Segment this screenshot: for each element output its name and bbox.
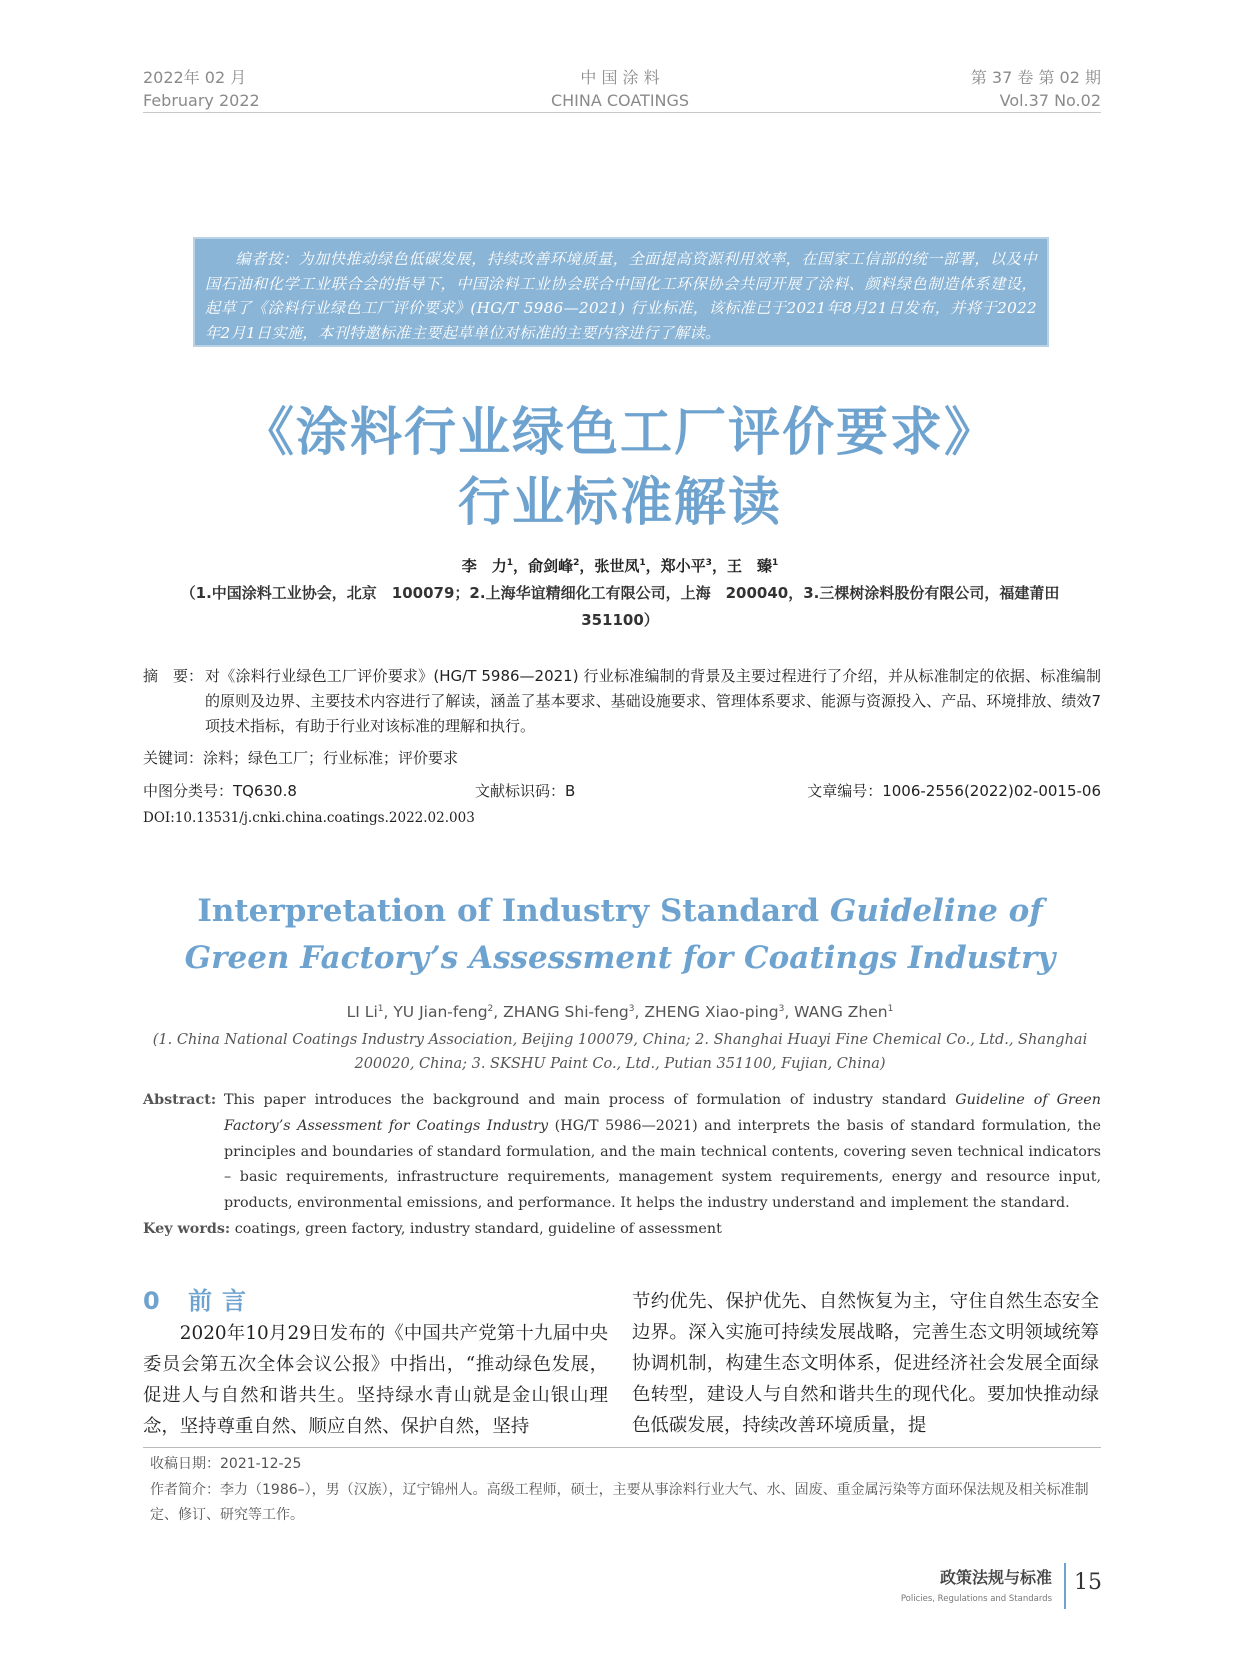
- body-column-left: 2020年10月29日发布的《中国共产党第十九届中央委员会第五次全体会议公报》中指出，“推动绿色发展，促进人与自然和谐共生。坚持绿水青山就是金山银山理念，坚持尊重自然、顺应自然、保护自然，坚持: [143, 1323, 608, 1437]
- author-cn: 张世凤: [594, 557, 640, 575]
- author-en: YU Jian-feng: [393, 1003, 488, 1021]
- article-title-cn: [160, 398, 1080, 538]
- author-cn: 李 力: [461, 557, 507, 575]
- title-en-line2: [120, 935, 1120, 982]
- author-en-sup: 3: [628, 1003, 635, 1014]
- affiliation-cn-line2: 351100）: [581, 611, 659, 629]
- abstract-en-standard-title: Guideline of Green Factory’s Assessment for Coatings Industry: [224, 1092, 1101, 1134]
- header-issue-cn: 第 37 卷 第 02 期: [970, 68, 1101, 87]
- keywords-en-label: Key words:: [143, 1221, 231, 1237]
- authors-en: LI Li$^1$, YU Jian-feng$^2$, ZHANG Shi-feng$^3$, ZHENG Xiao-ping$^3$, WANG Zhen$^1$: [346, 1003, 894, 1021]
- clc-number: 中图分类号：TQ630.8: [143, 782, 297, 800]
- footnote-received: 收稿日期：2021-12-25: [150, 1456, 302, 1472]
- header-issue: [971, 66, 1101, 112]
- author-cn: 郑小平: [660, 557, 706, 575]
- header-date-en: February 2022: [143, 91, 260, 110]
- title-en-line2-italic: Green Factory’s Assessment for Coatings Industry: [184, 940, 1056, 976]
- title-cn-line2: 行业标准解读: [457, 473, 782, 533]
- header-date: [143, 66, 260, 112]
- footnote-divider: [143, 1447, 1101, 1448]
- abstract-en-label: Abstract:: [143, 1092, 217, 1108]
- title-en-line1-italic: Guideline of: [829, 893, 1043, 929]
- author-cn-sup: 1: [639, 558, 646, 568]
- author-en: WANG Zhen: [794, 1003, 888, 1021]
- affiliation-cn-line1: （1.中国涂料工业协会，北京 100079；2.上海华谊精细化工有限公司，上海 200040，3.三棵树涂料股份有限公司，福建莆田: [180, 584, 1060, 602]
- keywords-en-text: coatings, green factory, industry standard, guideline of assessment: [230, 1221, 722, 1237]
- header-journal: [520, 66, 720, 112]
- title-cn-line1: 《涂料行业绿色工厂评价要求》: [241, 403, 998, 463]
- author-cn: 王 臻: [726, 557, 772, 575]
- abstract-cn-label: 摘 要：: [143, 667, 204, 685]
- keywords-cn: 关键词：涂料；绿色工厂；行业标准；评价要求: [143, 749, 459, 767]
- keywords-en: [143, 1221, 722, 1237]
- affiliation-en: (1. China National Coatings Industry Association, Beijing 100079, China; 2. Shanghai Huayi Fine Chemical Co., Ltd., Shanghai 200020, China; 3. SKSHU Paint Co., Ltd., Putian 351100, Fujian, China): [152, 1032, 1088, 1072]
- header-issue-en: Vol.37 No.02: [999, 91, 1101, 110]
- author-en: ZHANG Shi-feng: [503, 1003, 629, 1021]
- header-journal-cn: 中 国 涂 料: [580, 68, 660, 87]
- footer-section-cn: 政策法规与标准: [939, 1568, 1052, 1587]
- header-divider: [143, 112, 1101, 113]
- editor-note-text: 编者按：为加快推动绿色低碳发展，持续改善环境质量，全面提高资源利用效率，在国家工信部的统一部署，以及中国石油和化学工业联合会的指导下，中国涂料工业协会联合中国化工环保协会共同开展了涂料、颜料绿色制造体系建设，起草了《涂料行业绿色工厂评价要求》(HG/T 5986—2021) 行业标准，该标准已于2021年8月21日发布，并将于2022年2月1日实施，本刊特邀标准主要起草单位对标准的主要内容进行了解读。: [205, 250, 1037, 342]
- body-column-right: 节约优先、保护优先、自然恢复为主，守住自然生态安全边界。深入实施可持续发展战略，完善生态文明领域统筹协调机制，构建生态文明体系，促进经济社会发展全面绿色转型，建设人与自然和谐共生的现代化。要加快推动绿色低碳发展，持续改善环境质量，提: [632, 1291, 1099, 1436]
- footer-divider: [1064, 1563, 1066, 1609]
- author-en: ZHENG Xiao-ping: [644, 1003, 779, 1021]
- author-en-sup: 3: [778, 1003, 785, 1014]
- editor-note-box: [193, 237, 1049, 347]
- abstract-en: [143, 1088, 1101, 1217]
- section-heading: [143, 1281, 256, 1316]
- doi: DOI:10.13531/j.cnki.china.coatings.2022.02.003: [143, 810, 475, 826]
- abstract-cn: [143, 664, 1101, 739]
- section-number: 0: [143, 1287, 170, 1315]
- header-journal-en: CHINA COATINGS: [550, 91, 690, 110]
- author-cn-sup: 1: [771, 558, 779, 568]
- author-en-sup: 1: [377, 1003, 384, 1014]
- article-title-en: [120, 888, 1120, 982]
- author-cn: 俞剑峰: [528, 557, 574, 575]
- title-en-line1-plain: Interpretation of Industry Standard: [197, 893, 830, 929]
- author-en-sup: 1: [887, 1003, 894, 1014]
- abstract-en-text-cont: (HG/T 5986—2021) and interprets the basis of standard formulation, the principles and boundaries of standard formulation, and the main technical contents, covering seven technical indicators – basic requirements, infrastructure requirements, management system requirements, energy and resource input, products, environmental emissions, and performance. It helps the industry understand and implement the standard.: [224, 1117, 1102, 1212]
- authors-cn: 李 力$^1$，俞剑峰$^2$，张世凤$^1$，郑小平$^3$，王 臻$^1$: [461, 557, 779, 575]
- author-en: LI Li: [346, 1003, 378, 1021]
- author-en-sup: 2: [487, 1003, 494, 1014]
- abstract-en-body: [224, 1088, 1101, 1217]
- abstract-cn-text: 对《涂料行业绿色工厂评价要求》(HG/T 5986—2021) 行业标准编制的背景及主要过程进行了介绍，并从标准制定的依据、标准编制的原则及边界、主要技术内容进行了解读，涵盖了基本要求、基础设施要求、管理体系要求、能源与资源投入、产品、环境排放、绩效7项技术指标，有助于行业对该标准的理解和执行。: [205, 667, 1101, 735]
- footer-section-en: Policies, Regulations and Standards: [900, 1594, 1052, 1604]
- abstract-en-text: This paper introduces the background and main process of formulation of industry standard: [224, 1092, 956, 1108]
- author-cn-sup: 3: [705, 558, 712, 568]
- affiliation-cn: [150, 580, 1090, 634]
- header-date-cn: 2022年 02 月: [143, 68, 247, 87]
- footnote-author-bio: 作者简介：李力（1986–），男（汉族），辽宁锦州人。高级工程师，硕士，主要从事涂料行业大气、水、固废、重金属污染等方面环保法规及相关标准制定、修订、研究等工作。: [150, 1482, 1089, 1523]
- page-number: 15: [1074, 1570, 1102, 1595]
- title-en-line1: [120, 888, 1120, 935]
- author-cn-sup: 2: [573, 558, 580, 568]
- author-cn-sup: 1: [506, 558, 514, 568]
- article-number: 文章编号：1006-2556(2022)02-0015-06: [807, 782, 1101, 800]
- section-title: 前言: [188, 1287, 257, 1315]
- document-code: 文献标识码：B: [475, 782, 576, 800]
